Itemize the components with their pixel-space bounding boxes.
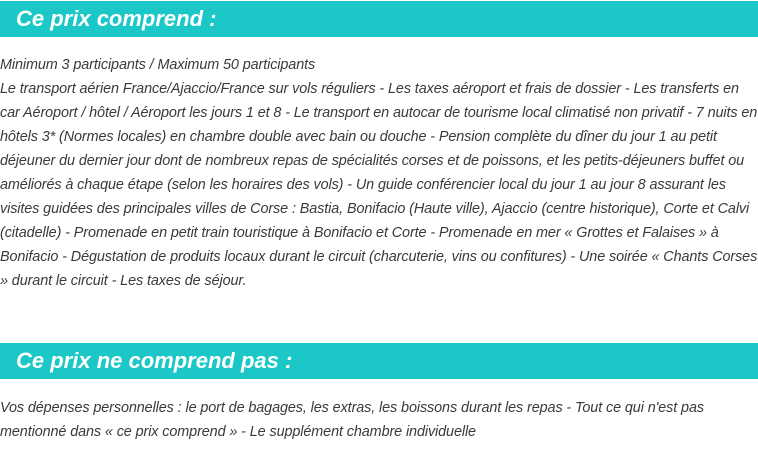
excluded-section-title: Ce prix ne comprend pas : (16, 348, 293, 373)
included-section-title: Ce prix comprend : (16, 6, 217, 31)
included-details-text: Le transport aérien France/Ajaccio/France sur vols réguliers - Les taxes aéroport et frais de dossier - Les transferts en car Aéroport / hôtel / Aéroport les jours 1 et 8 - Le transport en autocar de tourisme local climatisé non privatif - 7 nuits en hôtels 3* (Normes locales) en chambre double avec bain ou douche - Pension complète du dîner du jour 1 au petit déjeuner du dernier jour dont de nombreux repas de spécialités corses et de poissons, et les petits-déjeuners buffet ou améliorés à chaque étape (selon les horaires des vols) - Un guide conférencier local du jour 1 au jour 8 assurant les visites guidées des principales villes de Corse : Bastia, Bonifacio (Haute ville), Ajaccio (centre historique), Corte et Calvi (citadelle) - Promenade en petit train touristique à Bonifacio et Corte - Promenade en mer « Grottes et Falaises » à Bonifacio - Dégustation de produits locaux durant le circuit (charcuterie, vins ou confitures) - Une soirée « Chants Corses » durant le circuit - Les taxes de séjour. (0, 81, 758, 289)
excluded-details-text: Vos dépenses personnelles : le port de bagages, les extras, les boissons durant les repas - Tout ce qui n'est pas mentionné dans « ce prix comprend » - Le supplément chambre individuelle (0, 400, 704, 440)
participants-text: Minimum 3 participants / Maximum 50 participants (0, 57, 316, 73)
excluded-section-banner (0, 343, 758, 379)
included-section-banner (0, 1, 758, 37)
included-section-body (0, 53, 758, 293)
excluded-section-body (0, 396, 758, 444)
